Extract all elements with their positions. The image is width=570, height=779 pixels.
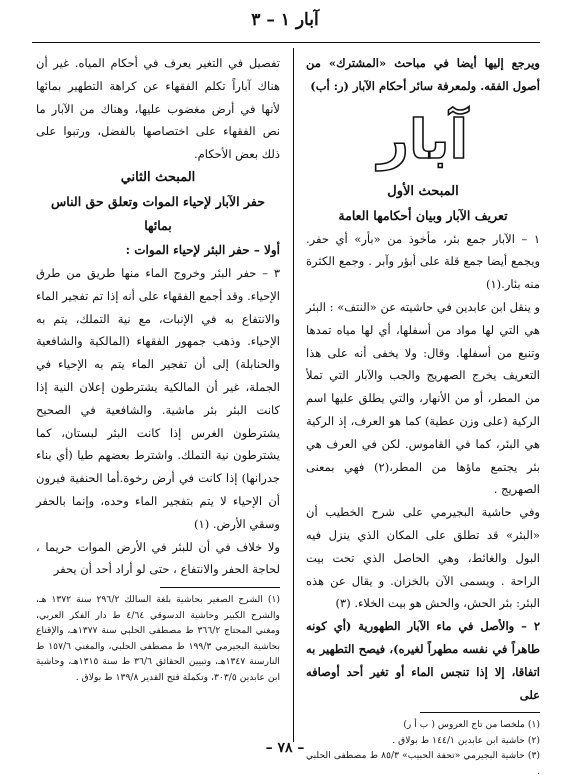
- paragraph: وفي حاشية البجيرمي على شرح الخطيب أن «البئر» قد تطلق على المكان الذي ينزل فيه البول والغائط، وهي الحاصل الذي تحت بيت الراحة . ويسمى الآن بالخزان. و يقال عن هذه البئر: بئر الحش، والحش هو بيت الخلاء. (٣): [306, 505, 540, 611]
- footnote: (٢) حاشية ابن عابدين ١٤٤/١ ط بولاق .: [392, 734, 540, 746]
- left-column: [36, 52, 280, 685]
- footnote: (١) ملخصا من تاج العروس ( ب أ ر): [403, 719, 540, 731]
- paragraph: ولا خلاف في أن للبئر في الأرض الموات حريما ، لحاجة الحفر والانتفاع ، حتى لو أراد أحد أن يحفر: [36, 539, 280, 577]
- footnote-rule: [420, 712, 540, 713]
- paragraph: تفصيل في التغير يعرف في أحكام المياه. غير أن هناك آباراً تكلم الفقهاء عن كراهة التطهير بمائها لأنها في أرض مغضوب عليها، وهناك من الآبار ما نص الفقهاء على اختصاصها بالفضل، ورتبوا على ذلك بعض الأحكام.: [36, 56, 280, 162]
- section-subtitle: تعريف الآبار وبيان أحكامها العامة: [338, 207, 508, 223]
- subheading: أولا – حفر البئر لإحياء الموات :: [125, 242, 280, 257]
- section-subtitle: حفر الآبار لإحياء الموات وتعلق حق الناس بمائها: [51, 193, 265, 233]
- paragraph: و ينقل ابن عابدين في حاشيته عن «النتف» : البئر هي التي لها مواد من أسفلها، أي لها مياه تمدها وتنبع من أسفلها. وقال: ولا يخفى أنه على هذا التعريف يخرج الصهريج والجب والآبار التي تملأ من المطر، أو من الأنهار، والتي يطلق عليها اسم الركية (على وزن عطية) كما هو العرف، إذ الركية هي البئر، كما في القاموس. لكن في العرف هي بئر يجتمع ماؤها من المطر،(٢) فهي بمعنى الصهريج .: [306, 299, 540, 497]
- footnote: (٣) حاشية البجيرمي «تحفة الحبيب» ٨٥/٣ ط مصطفى الحلبي .: [306, 750, 540, 777]
- paragraph: ١ – الآبار جمع بئر، مأخوذ من «بأر» أي حفر. ويجمع أيضا جمع قلة على أبؤر وآبر . وجمع الكثرة منه بئار.(١): [306, 231, 540, 292]
- right-column: [306, 52, 540, 779]
- header-rule: [32, 42, 540, 43]
- section-title: المبحث الثاني: [120, 169, 196, 185]
- chapter-title: آبار: [377, 107, 469, 171]
- section-title: المبحث الأول: [387, 183, 459, 199]
- intro-paragraph: ويرجع إليها أيضا في مباحث «المشترك» من أصول الفقه. ولمعرفة سائر أحكام الآبار (ر: أب): [306, 56, 540, 93]
- footnote: (١) الشرح الصغير بحاشية بلغة السالك ٢٩٦/٢ سنة ١٣٧٢ هـ، والشرح الكبير وحاشية الدسوقي ٤/٦٤ ط دار الفكر العربي، ومغني المحتاج ٣٦٦/٢ ط مصطفى الحلبي سنة ١٣٧٧هـ، والإقناع بحاشية البجيرمي ١٩٩/٣ ط مصطفى الحلبي، والمغني ١٥٧/٦ ط النارسنة ١٣٤٧هـ، وتبيين الحقائق ٣٦/٦ ط سنة ١٣١٥هـ، وحاشية ابن عابدين ٣٠٣/٥، وتكملة فتح القدير ١٣٩/٨ ط بولاق .: [36, 594, 280, 683]
- paragraph: ٢ – والأصل في ماء الآبار الطهورية (أي كونه طاهراً في نفسه مطهراً لغيره)، فيصح التطهير به اتفاقا، إلا إذا تنجس الماء أو تغير أحد أوصافه على: [306, 619, 540, 702]
- paragraph: ٣ – حفر البئر وخروج الماء منها طريق من طرق الإحياء. وقد أجمع الفقهاء على أنه إذا تم تفجير الماء والانتفاع به في الإنبات، مع نية التملك، يتم به الإحياء. وذهب جمهور الفقهاء (المالكية والشافعية والحنابلة) إلى أن تفجير الماء يتم به الإحياء في الجملة، غير أن المالكية يشترطون إعلان النية إذا كانت البئر بئر ماشية. والشافعية في الصحيح يشترطون الغرس إذا كانت البئر لبستان، كما يشترطون نية التملك. واشترط بعضهم طيا (أي بناء جدرانها) إذا كانت في أرض رخوة.أما الحنفية فيرون أن الإحياء لا يتم بتفجير الماء وحده، وإنما بالحفر وسقي الأرض. (١): [36, 265, 280, 531]
- footnote-rule: [160, 587, 280, 588]
- column-divider: [293, 48, 294, 742]
- running-header: آبار ١ – ٣: [251, 10, 319, 30]
- page-number: – ٧٨ –: [265, 740, 305, 756]
